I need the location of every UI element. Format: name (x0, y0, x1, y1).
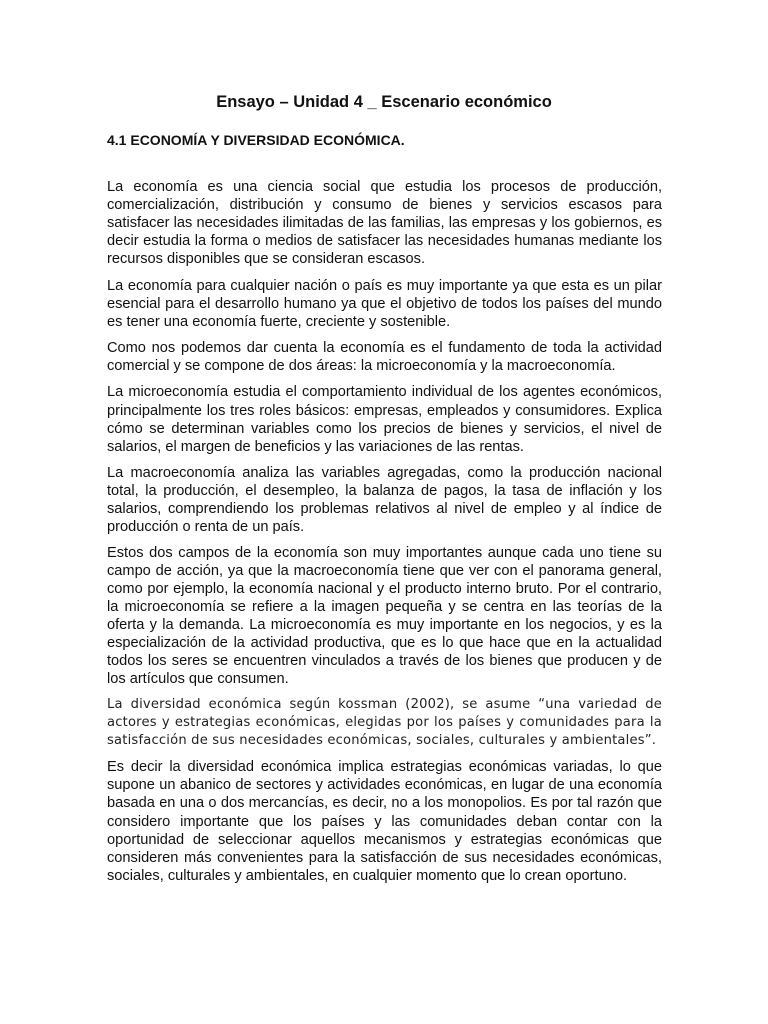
paragraph-areas-economia: Como nos podemos dar cuenta la economía es el fundamento de toda la actividad comercial y se compone de dos áreas: la microeconomía y la macroeconomía. (107, 340, 662, 375)
paragraph-microeconomia: La microeconomía estudia el comportamiento individual de los agentes económicos, principalmente los tres roles básicos: empresas, empleados y consumidores. Explica cómo se determinan variables como los precios de bienes y servicios, el nivel de salarios, el margen de beneficios y las variaciones de las rentas. (107, 384, 662, 455)
paragraph-importancia-economia: La economía para cualquier nación o país es muy importante ya que esta es un pilar esencial para el desarrollo humano ya que el objetivo de todos los países del mundo es tener una economía fuerte, creciente y sostenible. (107, 278, 662, 331)
paragraph-macroeconomia: La macroeconomía analiza las variables agregadas, como la producción nacional total, la producción, el desempleo, la balanza de pagos, la tasa de inflación y los salarios, comprendiendo los problemas relativos al nivel de empleo y al índice de producción o renta de un país. (107, 464, 662, 535)
paragraph-campos-economia: Estos dos campos de la economía son muy importantes aunque cada uno tiene su campo de acción, ya que la macroeconomía tiene que ver con el panorama general, como por ejemplo, la economía nacional y el producto interno bruto. Por el contrario, la microeconomía se refiere a la imagen pequeña y se centra en las teorías de la oferta y la demanda. La microeconomía es muy importante en los negocios, y es la especialización de la actividad productiva, que es lo que hace que en la actualidad todos los seres se encuentren vinculados a través de los bienes que producen y de los artículos que consumen. (107, 544, 662, 688)
document-title: Ensayo – Unidad 4 _ Escenario económico (216, 93, 552, 111)
document-body (107, 178, 662, 893)
section-heading: 4.1 ECONOMÍA Y DIVERSIDAD ECONÓMICA. (107, 132, 405, 148)
paragraph-economia-definicion: La economía es una ciencia social que estudia los procesos de producción, comercialización, distribución y consumo de bienes y servicios escasos para satisfacer las necesidades ilimitadas de las familias, las empresas y los gobiernos, es decir estudia la forma o medios de satisfacer las necesidades humanas mediante los recursos disponibles que se consideran escasos. (107, 179, 662, 268)
paragraph-diversidad-conclusion: Es decir la diversidad económica implica estrategias económicas variadas, lo que supone un abanico de sectores y actividades económicas, en lugar de una economía basada en una o dos mercancías, es decir, no a los monopolios. Es por tal razón que considero importante que los países y las comunidades deban contar con la oportunidad de seleccionar aquellos mecanismos y estrategias económicas que consideren más convenientes para la satisfacción de sus necesidades económicas, sociales, culturales y ambientales, en cualquier momento que lo crean oportuno. (107, 759, 662, 884)
paragraph-diversidad-cita: La diversidad económica según kossman (2002), se asume “una variedad de actores y estrategias económicas, elegidas por los países y comunidades para la satisfacción de sus necesidades económicas, sociales, culturales y ambientales”. (107, 697, 662, 749)
